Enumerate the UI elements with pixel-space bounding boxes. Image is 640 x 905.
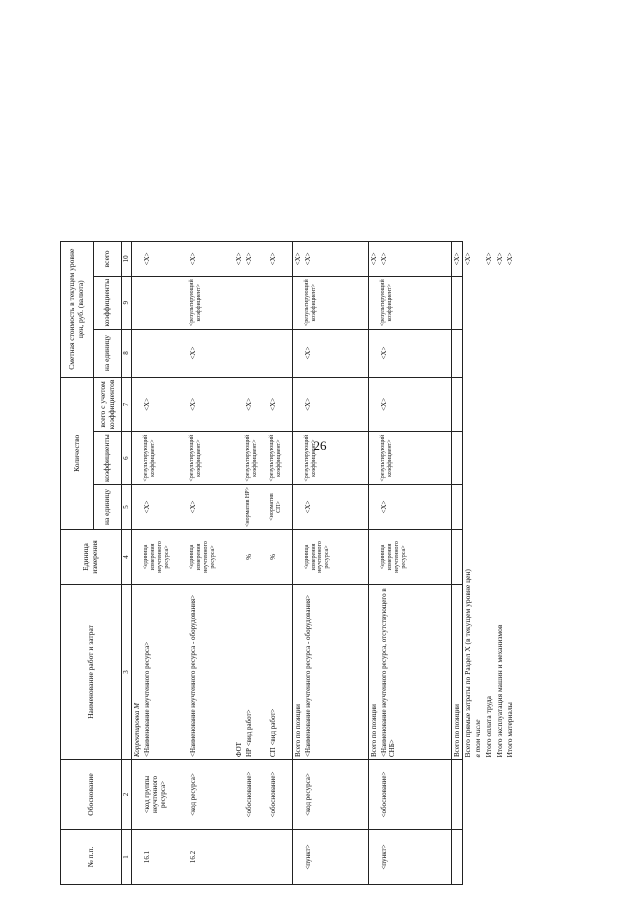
cell-unit: <единица измерения неучтенного ресурса> (188, 530, 234, 585)
cell-cost-unit: <X> (303, 329, 369, 377)
cell-basis: <обоснование> (379, 760, 451, 830)
cell-cost-total: <X> (379, 241, 451, 276)
summary-row (495, 241, 506, 884)
cell-qty-unit: <X> (303, 485, 369, 530)
column-number: 4 (122, 530, 132, 585)
cell-unit: % (268, 530, 292, 585)
column-number: 10 (122, 241, 132, 276)
column-number: 6 (122, 432, 132, 485)
summary-label: в том числе (473, 719, 483, 758)
table-row (142, 241, 188, 884)
summary-value: <X> (484, 252, 493, 266)
summary-row (484, 241, 495, 884)
header-qty-total: всего с учетом коэффициентов (94, 377, 122, 432)
column-number: 3 (122, 585, 132, 760)
cell-cost-total: <X> (234, 241, 244, 276)
cell-basis: <код ресурса> (303, 760, 369, 830)
cell-qty-total: <X> (303, 377, 369, 432)
cell-name: ФОТ (234, 585, 244, 760)
cell-qty-coef: <результирующий коэффициент> (244, 432, 268, 485)
cell-qty-total: <X> (268, 377, 292, 432)
summary-value: <X> (463, 252, 472, 266)
summary-label: Итого оплата труда (483, 695, 493, 758)
cell-qty-unit: <X> (142, 485, 188, 530)
table-row (379, 241, 451, 884)
position-total-label: Всего по позиции (451, 585, 462, 760)
cell-unit: <единица измерения неучтенного ресурса> (142, 530, 188, 585)
cell-qty-unit: <норматив СП> (268, 485, 292, 530)
header-num: № п.п. (61, 830, 122, 885)
cell-qty-total: <X> (142, 377, 188, 432)
position-total-label: Всего по позиции (369, 585, 380, 760)
cell-num: 16.2 (188, 830, 234, 885)
table-row (303, 241, 369, 884)
header-cost-unit: на единицу (94, 329, 122, 377)
cell-basis: <код группы неучтенного ресурса> (142, 760, 188, 830)
cell-qty-total: <X> (244, 377, 268, 432)
cell-cost-unit: <X> (188, 329, 234, 377)
summary-label: Всего прямые затраты по Раздел X (в текущем уровне цен) (462, 569, 472, 758)
position-total-label: Всего по позиции (292, 585, 303, 760)
summary-value (473, 241, 484, 276)
summary-row (473, 241, 484, 884)
cell-cost-total: <X> (303, 241, 369, 276)
header-cost-coef: коэффициенты (94, 276, 122, 329)
cell-unit: <единица измерения неучтенного ресурса> (379, 530, 451, 585)
cell-basis: <обоснование> (244, 760, 268, 830)
cell-qty-coef: <результирующий коэффициент> (379, 432, 451, 485)
header-qty-unit: на единицу (94, 485, 122, 530)
section-title: Корректировка М (132, 585, 143, 760)
column-number: 8 (122, 329, 132, 377)
column-number: 7 (122, 377, 132, 432)
cell-basis: <код ресурса> (188, 760, 234, 830)
cell-cost-total: <X> (188, 241, 234, 276)
cell-name: СП <вид работ> (268, 585, 292, 760)
cell-cost-total: <X> (142, 241, 188, 276)
cell-cost-coef: <результирующий коэффициент> (379, 276, 451, 329)
cell-basis: <обоснование> (268, 760, 292, 830)
summary-row (505, 241, 516, 884)
cell-cost-unit: <X> (379, 329, 451, 377)
section-title-row (132, 241, 143, 884)
header-name: Наименование работ и затрат (61, 585, 122, 760)
cell-qty-total: <X> (379, 377, 451, 432)
table-row (268, 241, 292, 884)
header-qty-coef: коэффициенты (94, 432, 122, 485)
cell-num: <пункт> (303, 830, 369, 885)
header-qty-group: Количество (61, 377, 94, 529)
cell-qty-unit: <норматив НР> (244, 485, 268, 530)
cell-num: <пункт> (379, 830, 451, 885)
cell-cost-coef: <результирующий коэффициент> (303, 276, 369, 329)
position-total-row (451, 241, 462, 884)
cell-qty-coef: <результирующий коэффициент> (188, 432, 234, 485)
cell-cost-coef: <результирующий коэффициент> (188, 276, 234, 329)
column-number: 2 (122, 760, 132, 830)
cell-name: <Наименование неучтенного ресурса - оборудования> (188, 585, 234, 760)
header-basis: Обоснование (61, 760, 122, 830)
table-row (234, 241, 244, 884)
cell-cost-total: <X> (451, 241, 462, 276)
column-numbers-row (122, 241, 132, 884)
cell-name: НР <вид работ> (244, 585, 268, 760)
cell-cost-total: <X> (268, 241, 292, 276)
cell-qty-unit: <X> (188, 485, 234, 530)
cell-unit: % (244, 530, 268, 585)
cell-qty-coef: <результирующий коэффициент> (268, 432, 292, 485)
cell-cost-total: <X> (292, 241, 303, 276)
cell-name: <Наименование неучтенного ресурса> (142, 585, 188, 760)
table-header (61, 241, 122, 884)
header-unit: Единица измерения (61, 530, 122, 585)
cell-qty-coef: <результирующий коэффициент> (142, 432, 188, 485)
cell-qty-unit: <X> (379, 485, 451, 530)
page-number: 26 (313, 438, 327, 453)
header-cost-total: всего (94, 241, 122, 276)
cell-cost-total: <X> (369, 241, 380, 276)
summary-label: Итого материалы (505, 702, 515, 758)
cell-cost-total: <X> (244, 241, 268, 276)
cell-unit: <единица измерения неучтенного ресурса> (303, 530, 369, 585)
table-row (244, 241, 268, 884)
summary-label: Итого эксплуатация машин и механизмов (494, 624, 504, 758)
column-number: 1 (122, 830, 132, 885)
cell-qty-total: <X> (188, 377, 234, 432)
table-row (188, 241, 234, 884)
header-cost-group: Сметная стоимость в текущем уровне цен, руб. (валюта) (61, 241, 94, 377)
summary-value: <X> (495, 252, 504, 266)
summary-value: <X> (506, 252, 515, 266)
cell-num: 16.1 (142, 830, 188, 885)
cell-qty-coef: <результирующий коэффициент> (303, 432, 369, 485)
cell-name: <Наименование неучтенного ресурса, отсутствующего в СНБ> (379, 585, 451, 760)
summary-row (462, 241, 473, 884)
cell-name: <Наименование неучтенного ресурса - оборудования> (303, 585, 369, 760)
estimate-table (60, 241, 516, 885)
column-number: 5 (122, 485, 132, 530)
position-total-row (369, 241, 380, 884)
position-total-row (292, 241, 303, 884)
column-number: 9 (122, 276, 132, 329)
